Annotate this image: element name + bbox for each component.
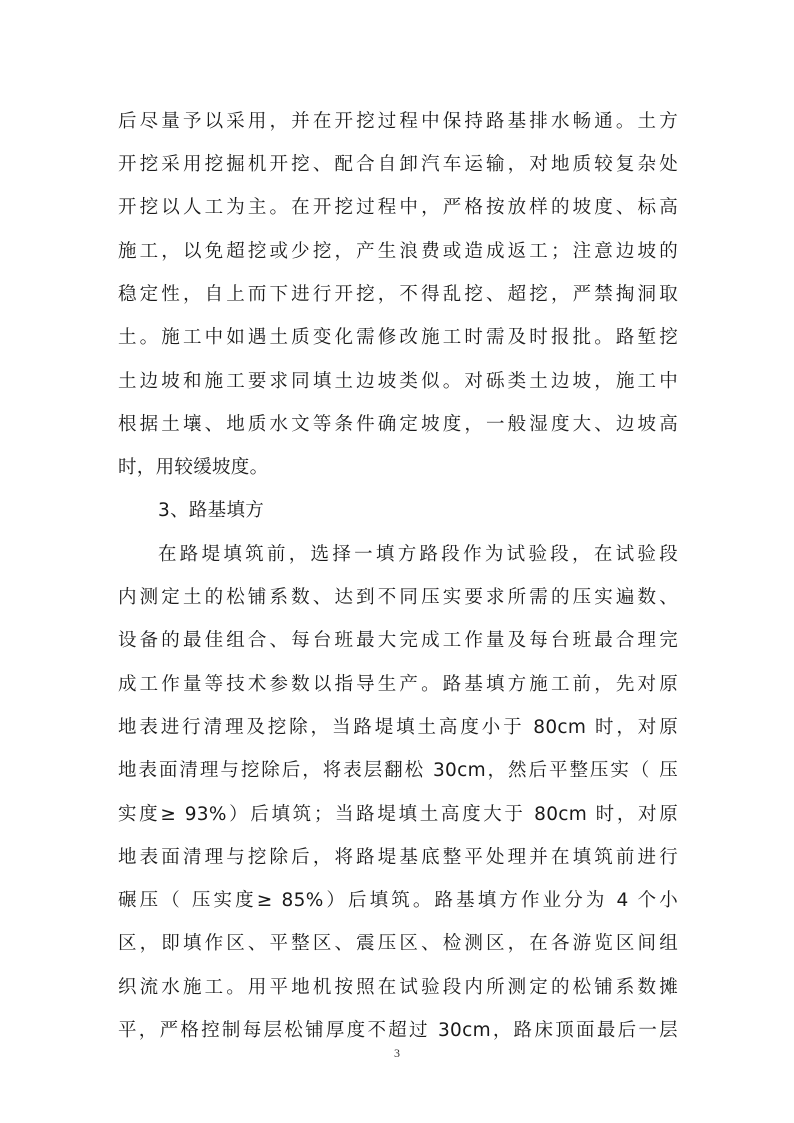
body-text-line: 地表面清理与挖除后，将路堤基底整平处理并在填筑前进行 [118,847,678,868]
section-heading: 3、路基填方 [158,500,265,521]
body-text-line: 区，即填作区、平整区、震压区、检测区，在各游览区间组 [118,933,678,954]
body-text-line: 在路堤填筑前，选择一填方路段作为试验段，在试验段 [158,544,678,565]
body-text-line: 土边坡和施工要求同填土边坡类似。对砾类土边坡，施工中 [118,371,678,392]
body-text-line: 开挖采用挖掘机开挖、配合自卸汽车运输，对地质较复杂处 [118,154,678,175]
body-text-line: 后尽量予以采用，并在开挖过程中保持路基排水畅通。土方 [118,111,678,132]
body-text-line: 设备的最佳组合、每台班最大完成工作量及每台班最合理完 [118,630,678,651]
body-text-line: 平，严格控制每层松铺厚度不超过 30cm，路床顶面最后一层 [118,1020,678,1041]
body-text-line: 施工，以免超挖或少挖，产生浪费或造成返工；注意边坡的 [118,241,678,262]
body-text-line: 根据土壤、地质水文等条件确定坡度，一般湿度大、边坡高 [118,414,678,435]
body-text-line: 织流水施工。用平地机按照在试验段内所测定的松铺系数摊 [118,977,678,998]
body-text-line: 地表面清理与挖除后，将表层翻松 30cm，然后平整压实（ 压 [118,760,678,781]
body-text-line: 实度≥ 93%）后填筑；当路堤填土高度大于 80cm 时，对原 [118,804,678,825]
body-text-line: 成工作量等技术参数以指导生产。路基填方施工前，先对原 [118,674,678,695]
body-text-line: 地表进行清理及挖除，当路堤填土高度小于 80cm 时，对原 [118,717,678,738]
body-text-line: 稳定性，自上而下进行开挖，不得乱挖、超挖，严禁掏洞取 [118,284,678,305]
body-text-line: 土。施工中如遇土质变化需修改施工时需及时报批。路堑挖 [118,327,678,348]
page-number: 3 [394,1046,400,1060]
body-text-line: 时，用较缓坡度。 [118,457,269,478]
body-text-line: 碾压（ 压实度≥ 85%）后填筑。路基填方作业分为 4 个小 [118,890,678,911]
body-text-line: 开挖以人工为主。在开挖过程中，严格按放样的坡度、标高 [118,197,678,218]
body-text-line: 内测定土的松铺系数、达到不同压实要求所需的压实遍数、 [118,587,678,608]
